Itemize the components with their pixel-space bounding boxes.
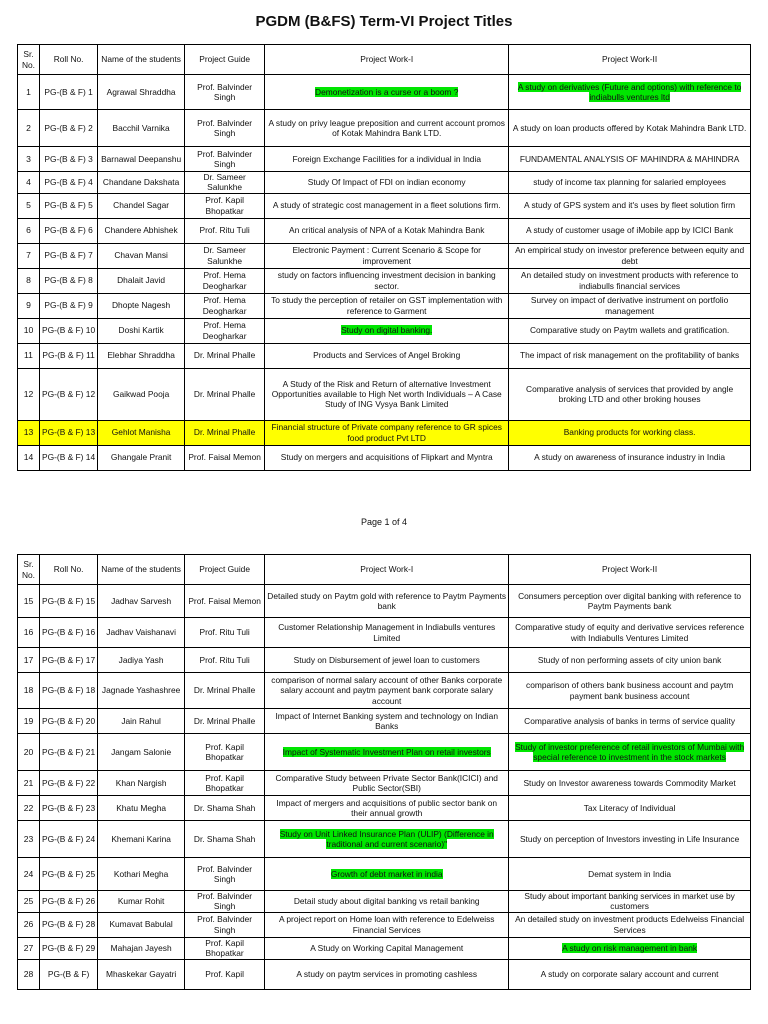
student-name-cell: Barnawal Deepanshu [98, 147, 185, 172]
highlighted-title: Study of investor preference of retail investors of Mumbai with special reference to investment in the stock markets [515, 741, 745, 762]
roll-no-cell: PG-(B & F) 1 [39, 75, 97, 110]
sr-no-cell: 12 [18, 368, 40, 420]
project-work-1-cell: Impact of Internet Banking system and technology on Indian Banks [265, 709, 509, 734]
table-row [18, 585, 751, 618]
header-roll-no: Roll No. [39, 45, 97, 75]
header-project-work-2: Project Work-II [509, 45, 751, 75]
project-work-1-cell: Products and Services of Angel Broking [265, 343, 509, 368]
sr-no-cell: 15 [18, 585, 40, 618]
project-work-2-cell: Consumers perception over digital banking with reference to Paytm Payments bank [509, 585, 751, 618]
project-work-1-cell: Study on mergers and acquisitions of Flipkart and Myntra [265, 445, 509, 470]
project-work-2-cell [509, 734, 751, 771]
highlighted-title: Study on Unit Linked Insurance Plan (ULIP) (Difference in traditional and current scenario)" [279, 828, 494, 849]
project-work-2-cell: Comparative analysis of banks in terms of service quality [509, 709, 751, 734]
roll-no-cell: PG-(B & F) 12 [39, 368, 97, 420]
student-name-cell: Mhaskekar Gayatri [98, 959, 185, 989]
project-work-2-cell [509, 937, 751, 959]
project-work-1-cell: Study Of Impact of FDI on indian economy [265, 172, 509, 194]
table-row [18, 891, 751, 913]
student-name-cell: Chandane Dakshata [98, 172, 185, 194]
sr-no-cell: 20 [18, 734, 40, 771]
table-row [18, 293, 751, 318]
highlighted-title: Growth of debt market in india [330, 868, 443, 879]
roll-no-cell: PG-(B & F) 10 [39, 318, 97, 343]
table-row [18, 734, 751, 771]
project-work-2-cell: A study on corporate salary account and current [509, 959, 751, 989]
table-row [18, 75, 751, 110]
header-student-name: Name of the students [98, 555, 185, 585]
table-row [18, 796, 751, 821]
student-name-cell: Elebhar Shraddha [98, 343, 185, 368]
project-guide-cell: Dr. Sameer Salunkhe [185, 172, 265, 194]
table-row [18, 858, 751, 891]
roll-no-cell: PG-(B & F) 7 [39, 243, 97, 268]
project-work-2-cell: comparison of others bank business account and paytm payment bank business account [509, 673, 751, 709]
project-guide-cell: Prof. Hema Deogharkar [185, 318, 265, 343]
sr-no-cell: 7 [18, 243, 40, 268]
header-row [18, 45, 751, 75]
project-guide-cell: Prof. Faisal Memon [185, 445, 265, 470]
header-project-work-1: Project Work-I [265, 555, 509, 585]
project-work-1-cell: A Study of the Risk and Return of alternative Investment Opportunities available to High Net worth Individuals – A Case Study of ING Vysya Bank Limited [265, 368, 509, 420]
project-work-1-cell: Financial structure of Private company reference to GR spices food product Pvt LTD [265, 420, 509, 445]
header-sr-no: Sr. No. [18, 555, 40, 585]
sr-no-cell: 4 [18, 172, 40, 194]
student-name-cell: Mahajan Jayesh [98, 937, 185, 959]
student-name-cell: Jadiya Yash [98, 648, 185, 673]
sr-no-cell: 23 [18, 821, 40, 858]
table-row [18, 618, 751, 648]
project-guide-cell: Dr. Mrinal Phalle [185, 673, 265, 709]
student-name-cell: Kothari Megha [98, 858, 185, 891]
project-work-2-cell: study of income tax planning for salaried employees [509, 172, 751, 194]
project-work-2-cell: Banking products for working class. [509, 420, 751, 445]
project-work-2-cell: Comparative study on Paytm wallets and gratification. [509, 318, 751, 343]
project-work-2-cell: An detailed study on investment products with reference to indiabulls financial services [509, 268, 751, 293]
sr-no-cell: 18 [18, 673, 40, 709]
project-work-2-cell: Survey on impact of derivative instrument on portfolio management [509, 293, 751, 318]
project-guide-cell: Prof. Ritu Tuli [185, 218, 265, 243]
student-name-cell: Doshi Kartik [98, 318, 185, 343]
table-row [18, 445, 751, 470]
student-name-cell: Khan Nargish [98, 771, 185, 796]
project-guide-cell: Dr. Mrinal Phalle [185, 343, 265, 368]
project-work-1-cell: Detailed study on Paytm gold with reference to Paytm Payments bank [265, 585, 509, 618]
roll-no-cell: PG-(B & F) 29 [39, 937, 97, 959]
project-work-2-cell: FUNDAMENTAL ANALYSIS OF MAHINDRA & MAHINDRA [509, 147, 751, 172]
sr-no-cell: 16 [18, 618, 40, 648]
sr-no-cell: 27 [18, 937, 40, 959]
student-name-cell: Kumar Rohit [98, 891, 185, 913]
sr-no-cell: 5 [18, 193, 40, 218]
project-guide-cell: Prof. Kapil [185, 959, 265, 989]
table-row [18, 243, 751, 268]
project-guide-cell: Dr. Mrinal Phalle [185, 368, 265, 420]
table-row [18, 709, 751, 734]
table-row [18, 673, 751, 709]
student-name-cell: Khemani Karina [98, 821, 185, 858]
table-row [18, 343, 751, 368]
table-row [18, 771, 751, 796]
roll-no-cell: PG-(B & F) 17 [39, 648, 97, 673]
sr-no-cell: 24 [18, 858, 40, 891]
student-name-cell: Chandere Abhishek [98, 218, 185, 243]
student-name-cell: Jangam Salonie [98, 734, 185, 771]
project-guide-cell: Prof. Kapil Bhopatkar [185, 193, 265, 218]
roll-no-cell: PG-(B & F) 13 [39, 420, 97, 445]
project-guide-cell: Prof. Faisal Memon [185, 585, 265, 618]
roll-no-cell: PG-(B & F) 20 [39, 709, 97, 734]
header-student-name: Name of the students [98, 45, 185, 75]
project-guide-cell: Prof. Kapil Bhopatkar [185, 937, 265, 959]
sr-no-cell: 21 [18, 771, 40, 796]
header-project-work-1: Project Work-I [265, 45, 509, 75]
project-guide-cell: Prof. Balvinder Singh [185, 891, 265, 913]
project-work-1-cell: A study on paytm services in promoting cashless [265, 959, 509, 989]
roll-no-cell: PG-(B & F) 18 [39, 673, 97, 709]
project-guide-cell: Dr. Mrinal Phalle [185, 420, 265, 445]
project-work-1-cell [265, 858, 509, 891]
sr-no-cell: 6 [18, 218, 40, 243]
sr-no-cell: 19 [18, 709, 40, 734]
student-name-cell: Gaikwad Pooja [98, 368, 185, 420]
table-row [18, 368, 751, 420]
project-guide-cell: Prof. Hema Deogharkar [185, 293, 265, 318]
roll-no-cell: PG-(B & F) 21 [39, 734, 97, 771]
highlighted-title: A study on risk management in bank [562, 942, 698, 953]
project-work-2-cell: A study on awareness of insurance industry in India [509, 445, 751, 470]
project-guide-cell: Prof. Ritu Tuli [185, 648, 265, 673]
sr-no-cell: 11 [18, 343, 40, 368]
project-guide-cell: Prof. Balvinder Singh [185, 75, 265, 110]
project-guide-cell: Dr. Shama Shah [185, 821, 265, 858]
roll-no-cell: PG-(B & F) [39, 959, 97, 989]
project-work-1-cell: Detail study about digital banking vs retail banking [265, 891, 509, 913]
project-work-1-cell [265, 75, 509, 110]
project-work-1-cell: To study the perception of retailer on GST implementation with reference to Garment [265, 293, 509, 318]
sr-no-cell: 28 [18, 959, 40, 989]
project-table-1 [17, 44, 751, 471]
project-guide-cell: Prof. Ritu Tuli [185, 618, 265, 648]
project-guide-cell: Dr. Mrinal Phalle [185, 709, 265, 734]
sr-no-cell: 14 [18, 445, 40, 470]
table-row [18, 648, 751, 673]
student-name-cell: Agrawal Shraddha [98, 75, 185, 110]
roll-no-cell: PG-(B & F) 23 [39, 796, 97, 821]
project-work-1-cell: Study on Disbursement of jewel loan to customers [265, 648, 509, 673]
student-name-cell: Chavan Mansi [98, 243, 185, 268]
project-work-2-cell: Study about important banking services in market use by customers [509, 891, 751, 913]
project-work-2-cell: Study on Investor awareness towards Commodity Market [509, 771, 751, 796]
project-guide-cell: Prof. Kapil Bhopatkar [185, 734, 265, 771]
project-work-2-cell: A study of customer usage of iMobile app by ICICI Bank [509, 218, 751, 243]
project-work-1-cell: Comparative Study between Private Sector Bank(ICICI) and Public Sector(SBI) [265, 771, 509, 796]
project-work-2-cell: Tax Literacy of Individual [509, 796, 751, 821]
roll-no-cell: PG-(B & F) 5 [39, 193, 97, 218]
student-name-cell: Dhalait Javid [98, 268, 185, 293]
header-project-guide: Project Guide [185, 45, 265, 75]
project-work-2-cell: Comparative study of equity and derivative services reference with Indiabulls Ventures Limited [509, 618, 751, 648]
header-sr-no: Sr. No. [18, 45, 40, 75]
project-guide-cell: Dr. Sameer Salunkhe [185, 243, 265, 268]
project-work-1-cell: Impact of mergers and acquisitions of public sector bank on their annual growth [265, 796, 509, 821]
student-name-cell: Jagnade Yashashree [98, 673, 185, 709]
sr-no-cell: 8 [18, 268, 40, 293]
table-row [18, 193, 751, 218]
student-name-cell: Khatu Megha [98, 796, 185, 821]
project-work-1-cell [265, 318, 509, 343]
student-name-cell: Jadhav Sarvesh [98, 585, 185, 618]
student-name-cell: Kumavat Babulal [98, 912, 185, 937]
highlighted-title: Study on digital banking. [341, 325, 433, 336]
page-number: Page 1 of 4 [360, 517, 408, 527]
table-row [18, 912, 751, 937]
student-name-cell: Jadhav Vaishanavi [98, 618, 185, 648]
project-work-2-cell [509, 75, 751, 110]
roll-no-cell: PG-(B & F) 11 [39, 343, 97, 368]
project-work-1-cell: An critical analysis of NPA of a Kotak Mahindra Bank [265, 218, 509, 243]
highlighted-title: Impact of Systematic Investment Plan on retail investors [282, 746, 491, 757]
header-project-guide: Project Guide [185, 555, 265, 585]
highlighted-title: Demonetization is a curse or a boom ? [315, 86, 459, 97]
roll-no-cell: PG-(B & F) 8 [39, 268, 97, 293]
roll-no-cell: PG-(B & F) 15 [39, 585, 97, 618]
student-name-cell: Bacchil Varnika [98, 110, 185, 147]
roll-no-cell: PG-(B & F) 9 [39, 293, 97, 318]
project-work-2-cell: An empirical study on investor preference between equity and debt [509, 243, 751, 268]
roll-no-cell: PG-(B & F) 28 [39, 912, 97, 937]
sr-no-cell: 25 [18, 891, 40, 913]
sr-no-cell: 26 [18, 912, 40, 937]
project-work-2-cell: An detailed study on investment products Edelweiss Financial Services [509, 912, 751, 937]
project-guide-cell: Prof. Balvinder Singh [185, 147, 265, 172]
project-guide-cell: Prof. Hema Deogharkar [185, 268, 265, 293]
project-work-1-cell: A study of strategic cost management in a fleet solutions firm. [265, 193, 509, 218]
project-work-1-cell: A Study on Working Capital Management [265, 937, 509, 959]
project-work-1-cell: Foreign Exchange Facilities for a individual in India [265, 147, 509, 172]
roll-no-cell: PG-(B & F) 3 [39, 147, 97, 172]
project-work-2-cell: The impact of risk management on the profitability of banks [509, 343, 751, 368]
student-name-cell: Chandel Sagar [98, 193, 185, 218]
sr-no-cell: 3 [18, 147, 40, 172]
project-work-1-cell: study on factors influencing investment decision in banking sector. [265, 268, 509, 293]
project-work-1-cell: A project report on Home loan with reference to Edelweiss Financial Services [265, 912, 509, 937]
table-row [18, 821, 751, 858]
roll-no-cell: PG-(B & F) 2 [39, 110, 97, 147]
roll-no-cell: PG-(B & F) 14 [39, 445, 97, 470]
project-guide-cell: Prof. Balvinder Singh [185, 858, 265, 891]
header-roll-no: Roll No. [39, 555, 97, 585]
roll-no-cell: PG-(B & F) 26 [39, 891, 97, 913]
header-project-work-2: Project Work-II [509, 555, 751, 585]
project-guide-cell: Prof. Balvinder Singh [185, 912, 265, 937]
project-work-2-cell: A study on loan products offered by Kotak Mahindra Bank LTD. [509, 110, 751, 147]
table-row [18, 172, 751, 194]
project-work-2-cell: Comparative analysis of services that provided by angle broking LTD and other broking houses [509, 368, 751, 420]
student-name-cell: Ghangale Pranit [98, 445, 185, 470]
project-work-1-cell: Customer Relationship Management in Indiabulls ventures Limited [265, 618, 509, 648]
table-row [18, 110, 751, 147]
student-name-cell: Dhopte Nagesh [98, 293, 185, 318]
roll-no-cell: PG-(B & F) 4 [39, 172, 97, 194]
sr-no-cell: 17 [18, 648, 40, 673]
project-work-1-cell [265, 734, 509, 771]
page-title: PGDM (B&FS) Term-VI Project Titles [255, 13, 513, 30]
roll-no-cell: PG-(B & F) 6 [39, 218, 97, 243]
highlighted-title: A study on derivatives (Future and options) with reference to indiabulls ventures ltd [517, 81, 742, 102]
project-guide-cell: Prof. Balvinder Singh [185, 110, 265, 147]
project-work-1-cell: A study on privy league preposition and current account promos of Kotak Mahindra Bank LTD. [265, 110, 509, 147]
student-name-cell: Gehlot Manisha [98, 420, 185, 445]
sr-no-cell: 10 [18, 318, 40, 343]
student-name-cell: Jain Rahul [98, 709, 185, 734]
sr-no-cell: 2 [18, 110, 40, 147]
table-row [18, 147, 751, 172]
project-work-2-cell: A study of GPS system and it's uses by fleet solution firm [509, 193, 751, 218]
table-row [18, 218, 751, 243]
project-work-2-cell: Demat system in India [509, 858, 751, 891]
sr-no-cell: 9 [18, 293, 40, 318]
sr-no-cell: 22 [18, 796, 40, 821]
table-row [18, 959, 751, 989]
project-work-1-cell: Electronic Payment : Current Scenario & Scope for improvement [265, 243, 509, 268]
table-row [18, 268, 751, 293]
roll-no-cell: PG-(B & F) 25 [39, 858, 97, 891]
sr-no-cell: 1 [18, 75, 40, 110]
project-table-2 [17, 554, 751, 990]
table-row [18, 318, 751, 343]
project-work-1-cell [265, 821, 509, 858]
header-row [18, 555, 751, 585]
project-work-1-cell: comparison of normal salary account of other Banks corporate salary account and paytm payment bank corporate salary account [265, 673, 509, 709]
table-row [18, 420, 751, 445]
project-guide-cell: Dr. Shama Shah [185, 796, 265, 821]
sr-no-cell: 13 [18, 420, 40, 445]
roll-no-cell: PG-(B & F) 22 [39, 771, 97, 796]
project-work-2-cell: Study of non performing assets of city union bank [509, 648, 751, 673]
roll-no-cell: PG-(B & F) 24 [39, 821, 97, 858]
table-row [18, 937, 751, 959]
roll-no-cell: PG-(B & F) 16 [39, 618, 97, 648]
project-work-2-cell: Study on perception of Investors investing in Life Insurance [509, 821, 751, 858]
project-guide-cell: Prof. Kapil Bhopatkar [185, 771, 265, 796]
